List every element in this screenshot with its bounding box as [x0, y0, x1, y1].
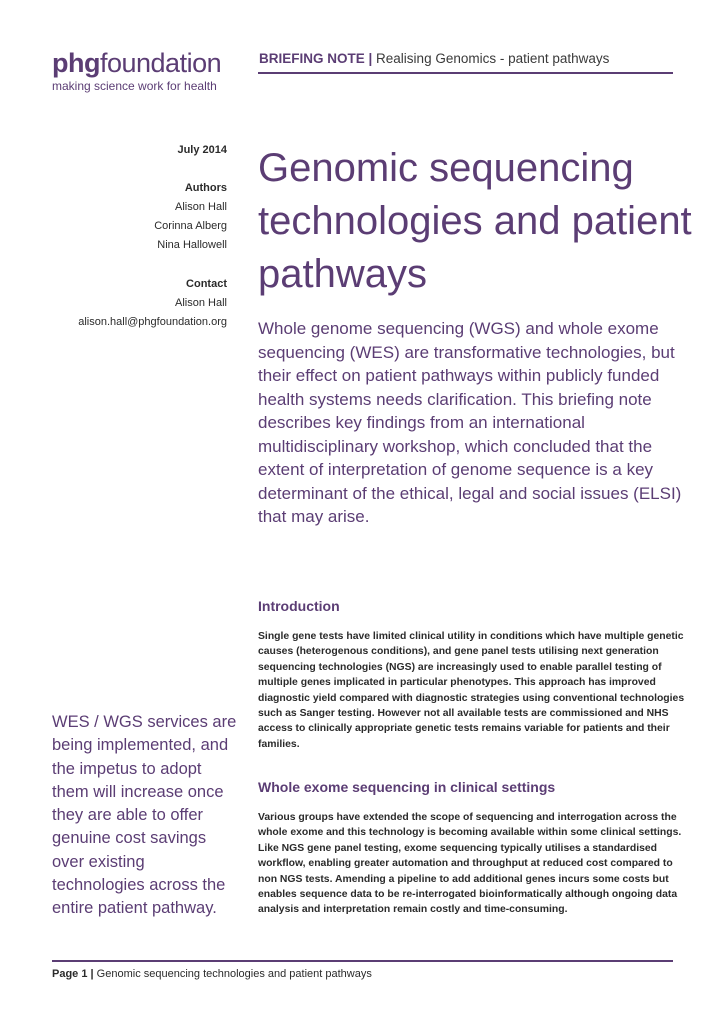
publication-date: July 2014 — [177, 144, 227, 156]
section-heading-introduction: Introduction — [258, 598, 340, 614]
logo-bold: phg — [52, 48, 100, 78]
contact-name: Alison Hall — [175, 297, 227, 309]
author-name: Corinna Alberg — [154, 220, 227, 232]
section-heading-whole-exome: Whole exome sequencing in clinical settings — [258, 779, 556, 795]
briefing-label: BRIEFING NOTE | — [259, 51, 373, 66]
document-title: Genomic sequencing technologies and patient pathways — [258, 146, 692, 296]
contact-email[interactable]: alison.hall@phgfoundation.org — [78, 316, 227, 328]
author-name: Nina Hallowell — [157, 239, 227, 251]
page-number: Page 1 | — [52, 968, 94, 980]
logo-rest: foundation — [99, 48, 222, 78]
footer-rule — [52, 960, 673, 962]
pull-quote: WES / WGS services are being implemented, and the impetus to adopt them will increase once they are able to offer genuine cost savings over existing technologies across the entire patient pathway. — [52, 713, 237, 918]
lead-paragraph: Whole genome sequencing (WGS) and whole exome sequencing (WES) are transformative technologies, but their effect on patient pathways within publicly funded health systems needs clarification. This briefing note describes key findings from an international multidisciplinary workshop, which concluded that the extent of interpretation of genome sequence is a key determinant of the ethical, legal and social issues (ELSI) that may arise. — [258, 319, 682, 526]
logo-tagline: making science work for health — [52, 79, 217, 93]
logo — [52, 48, 221, 94]
header-rule — [258, 72, 673, 74]
briefing-title: Realising Genomics - patient pathways — [376, 51, 610, 66]
logo-wordmark — [52, 48, 221, 78]
footer — [52, 968, 372, 980]
authors-heading: Authors — [184, 182, 227, 194]
contact-heading: Contact — [186, 278, 227, 290]
author-name: Alison Hall — [175, 201, 227, 213]
section-body-whole-exome: Various groups have extended the scope of sequencing and interrogation across the whole exome and this technology is becoming available within some clinical settings. Like NGS gene panel testing, exome sequencing typically utilises a standardised workflow, enabling greater automation and throughput at reduced cost compared to non NGS tests. Amending a pipeline to add additional genes incurs some costs but enables sequence data to be re-interrogated bioinformatically although ongoing data analysis and interpretation remain costly and time-consuming. — [258, 812, 682, 916]
section-body-introduction: Single gene tests have limited clinical utility in conditions which have multiple genetic causes (heterogenous conditions), and gene panel tests utilising next generation sequencing technologies (NGS) are increasingly used to enable parallel testing of multiple genes implicated in particular phenotypes. This approach has improved diagnostic yield compared with diagnostic strategies using conventional technologies such as Sanger testing. However not all available tests are commissioned and NHS access to clinically appropriate genetic tests remains variable for patients and their families. — [258, 631, 685, 750]
footer-title: Genomic sequencing technologies and patient pathways — [96, 968, 372, 980]
briefing-header — [259, 50, 609, 68]
